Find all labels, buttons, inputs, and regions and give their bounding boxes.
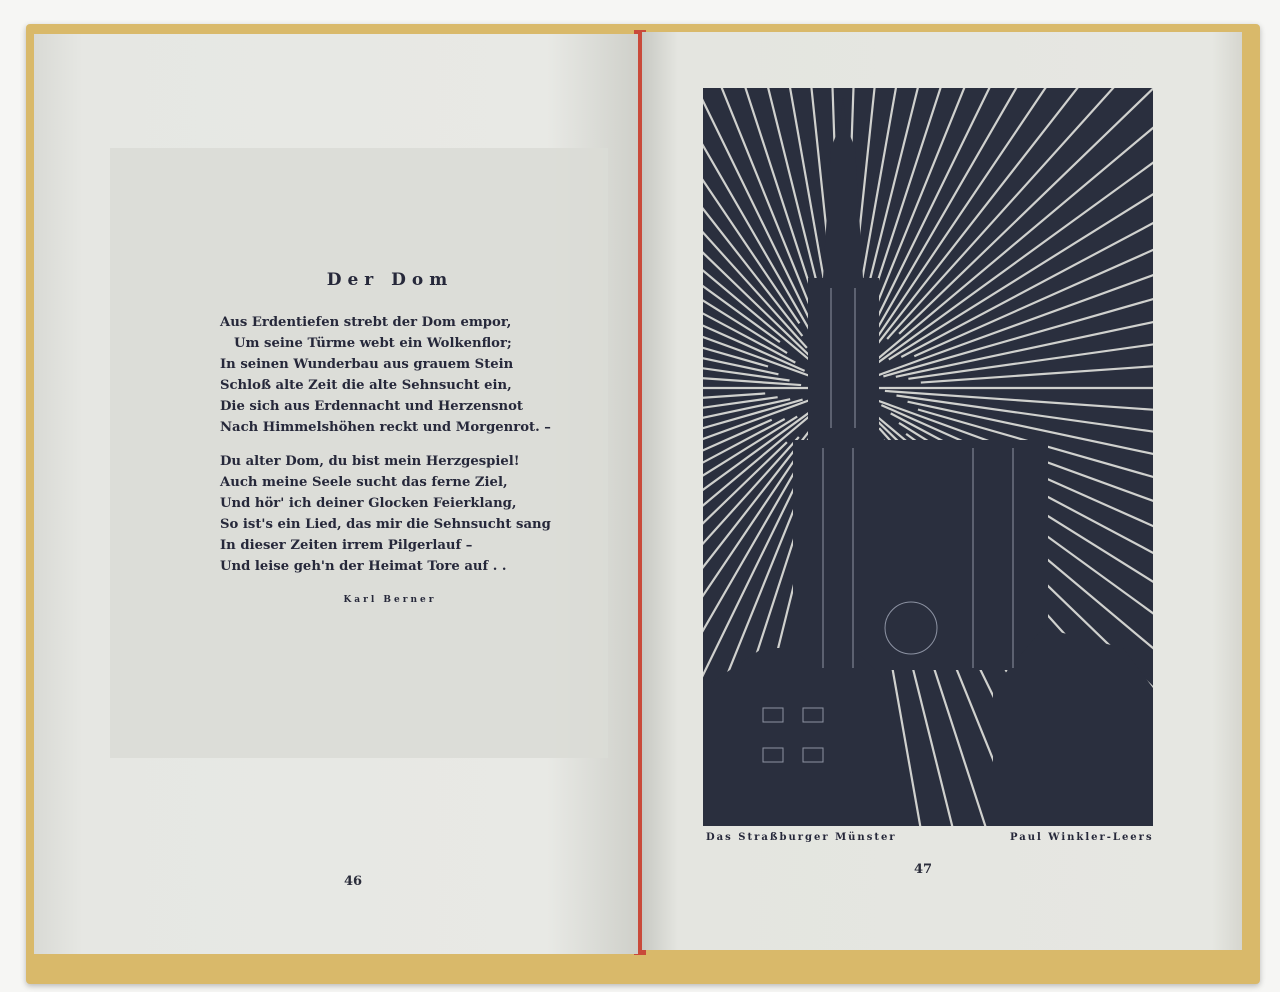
poem-line: Um seine Türme webt ein Wolkenflor; (234, 336, 512, 351)
page-number-left: 46 (344, 874, 363, 889)
poem-line: Nach Himmelshöhen reckt und Morgenrot. – (220, 420, 551, 435)
poem-line: Du alter Dom, du bist mein Herzgespiel! (220, 454, 520, 469)
illustration-caption-artist: Paul Winkler-Leers (1010, 832, 1154, 843)
poem-line: Die sich aus Erdennacht und Herzensnot (220, 399, 524, 414)
poem-line: Und hör' ich deiner Glocken Feierklang, (220, 496, 517, 511)
left-page (34, 34, 638, 954)
poem-line: In seinen Wunderbau aus grauem Stein (220, 357, 514, 372)
poem-line: Und leise geh'n der Heimat Tore auf . . (220, 559, 507, 574)
poem (220, 270, 560, 605)
poem-line: Schloß alte Zeit die alte Sehnsucht ein, (220, 378, 512, 393)
page-number-right: 47 (914, 862, 933, 877)
poem-line: Aus Erdentiefen strebt der Dom empor, (220, 315, 512, 330)
woodcut-cathedral-illustration (703, 88, 1153, 826)
poem-stanza-2 (220, 451, 560, 577)
poem-line: Auch meine Seele sucht das ferne Ziel, (220, 475, 508, 490)
right-page (642, 32, 1242, 950)
poem-line: So ist's ein Lied, das mir die Sehnsucht sang (220, 517, 551, 532)
poem-line: In dieser Zeiten irrem Pilgerlauf – (220, 538, 473, 553)
poem-stanza-1 (220, 312, 560, 438)
poem-author: Karl Berner (343, 595, 437, 605)
illustration-caption-title: Das Straßburger Münster (706, 832, 897, 843)
poem-title: Der Dom (326, 270, 454, 290)
